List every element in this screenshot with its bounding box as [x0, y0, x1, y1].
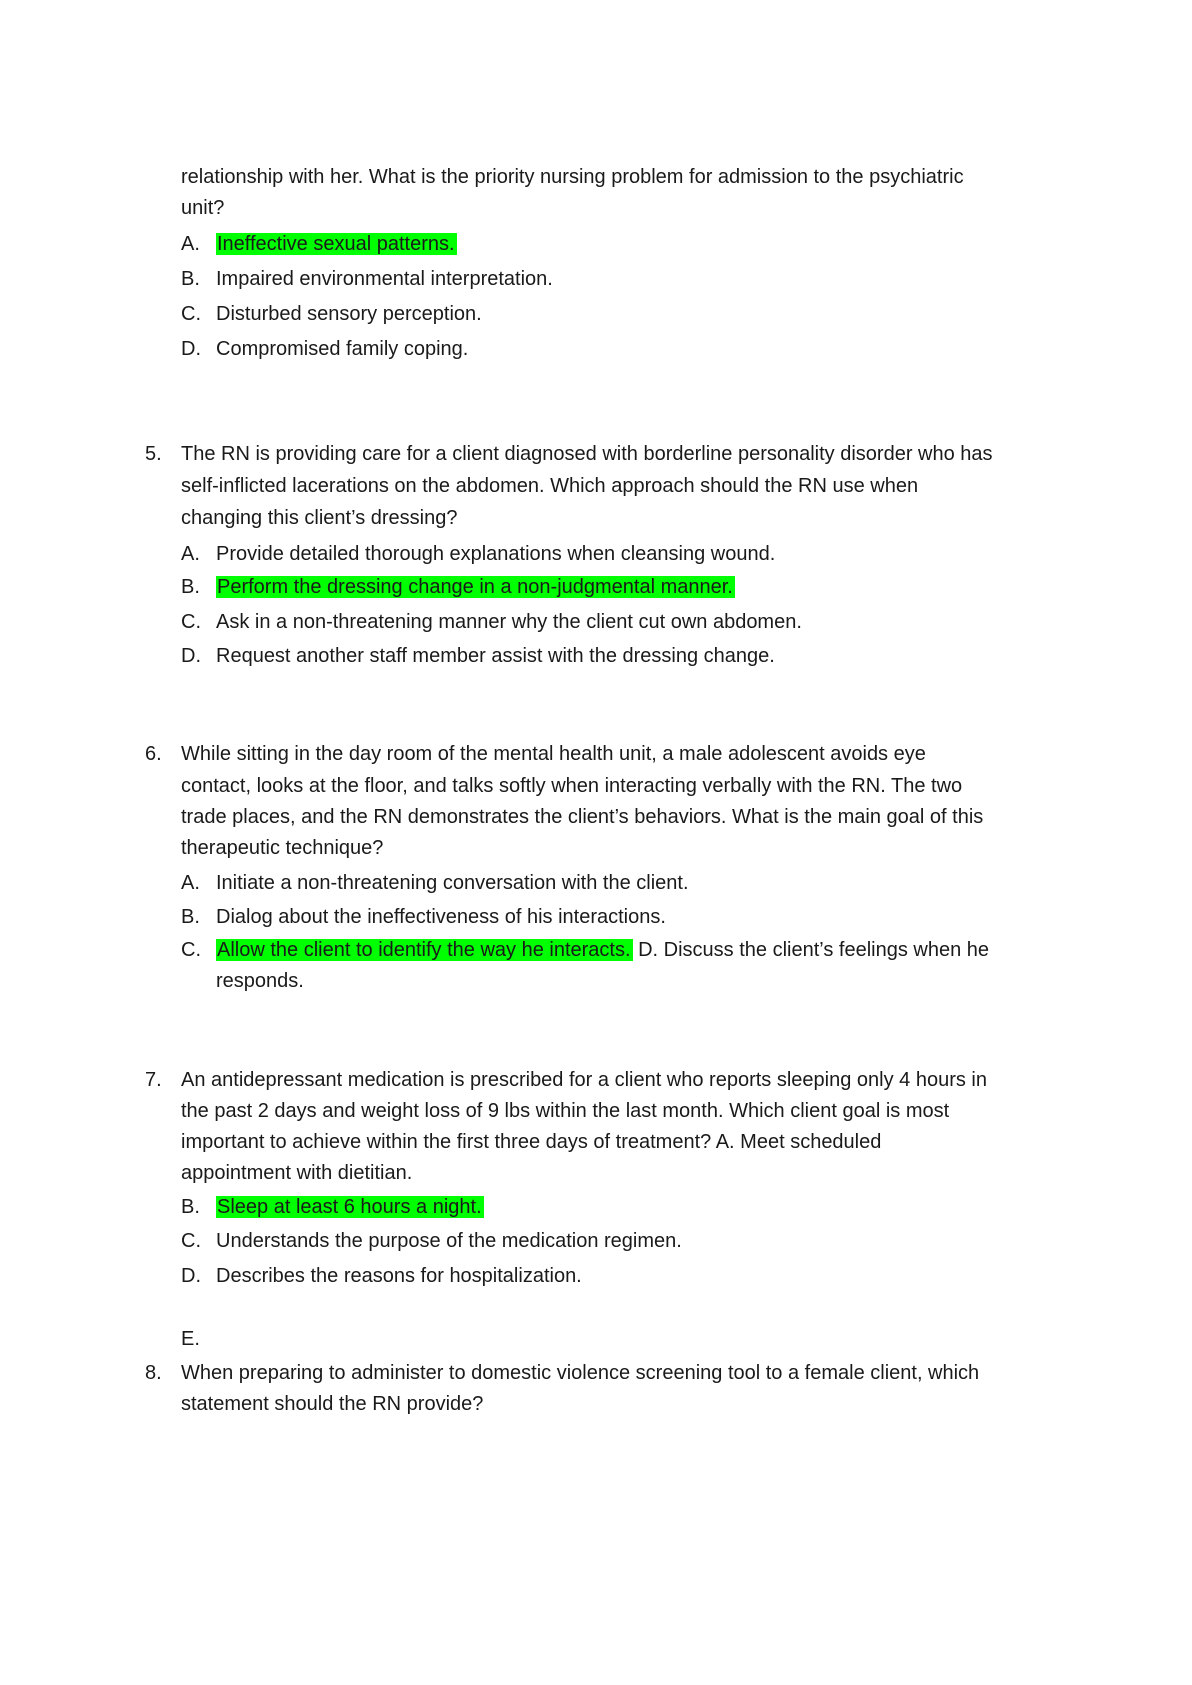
option-letter: C. [181, 939, 201, 961]
option-letter: C. [181, 1230, 201, 1252]
option-text: Initiate a non-threatening conversation with the client. [216, 872, 689, 894]
option-letter: C. [181, 611, 201, 633]
option-text: Describes the reasons for hospitalization. [216, 1265, 582, 1287]
answer-highlight: Sleep at least 6 hours a night. [217, 1196, 482, 1218]
question-stem-line: trade places, and the RN demonstrates the client’s behaviors. What is the main goal of this [181, 806, 984, 828]
question-stem-line: appointment with dietitian. [181, 1162, 413, 1184]
question-stem-line: When preparing to administer to domestic violence screening tool to a female client, which [181, 1362, 980, 1384]
option-letter: D. [181, 645, 201, 667]
option-letter: B. [181, 268, 200, 290]
option-letter: C. [181, 303, 201, 325]
option-letter: A. [181, 233, 200, 255]
option-letter: D. [181, 1265, 201, 1287]
option-letter: B. [181, 906, 200, 928]
question-stem-line: While sitting in the day room of the mental health unit, a male adolescent avoids eye [181, 743, 926, 765]
question-number: 5. [145, 443, 162, 465]
option-text-wrap: responds. [216, 970, 304, 992]
answer-highlight: Allow the client to identify the way he interacts. [217, 939, 631, 961]
question-stem-line: important to achieve within the first three days of treatment? A. Meet scheduled [181, 1131, 882, 1153]
option-text: Dialog about the ineffectiveness of his interactions. [216, 906, 666, 928]
option-text: Ask in a non-threatening manner why the client cut own abdomen. [216, 611, 802, 633]
question-stem-line: unit? [181, 197, 225, 219]
option-text: Understands the purpose of the medication regimen. [216, 1230, 682, 1252]
option-letter: B. [181, 1196, 200, 1218]
option-text: Disturbed sensory perception. [216, 303, 482, 325]
option-text-correct [216, 572, 735, 602]
option-letter: D. [181, 338, 201, 360]
option-text: Request another staff member assist with the dressing change. [216, 645, 775, 667]
option-text-correct [216, 1192, 484, 1222]
question-stem-line: An antidepressant medication is prescribed for a client who reports sleeping only 4 hours in [181, 1069, 987, 1091]
question-number: 7. [145, 1069, 162, 1091]
stray-option-letter: E. [181, 1328, 200, 1350]
option-letter: B. [181, 576, 200, 598]
question-stem-line: self-inflicted lacerations on the abdomen. Which approach should the RN use when [181, 475, 919, 497]
question-stem-line: The RN is providing care for a client diagnosed with borderline personality disorder who has [181, 443, 993, 465]
option-text: Provide detailed thorough explanations when cleansing wound. [216, 543, 776, 565]
answer-highlight: Ineffective sexual patterns. [217, 233, 455, 255]
option-text: Impaired environmental interpretation. [216, 268, 553, 290]
question-stem-line: relationship with her. What is the priority nursing problem for admission to the psychiatric [181, 166, 964, 188]
option-d-inline-text: D. Discuss the client’s feelings when he [632, 939, 990, 961]
option-letter: A. [181, 543, 200, 565]
question-stem-line: statement should the RN provide? [181, 1393, 484, 1415]
option-text: Compromised family coping. [216, 338, 469, 360]
option-letter: A. [181, 872, 200, 894]
answer-highlight: Perform the dressing change in a non-judgmental manner. [217, 576, 733, 598]
option-text-correct [216, 229, 457, 259]
question-number: 8. [145, 1362, 162, 1384]
question-stem-line: the past 2 days and weight loss of 9 lbs within the last month. Which client goal is most [181, 1100, 950, 1122]
option-text-correct [216, 935, 989, 965]
question-stem-line: contact, looks at the floor, and talks softly when interacting verbally with the RN. The two [181, 775, 963, 797]
question-stem-line: changing this client’s dressing? [181, 507, 458, 529]
question-number: 6. [145, 743, 162, 765]
question-stem-line: therapeutic technique? [181, 837, 384, 859]
